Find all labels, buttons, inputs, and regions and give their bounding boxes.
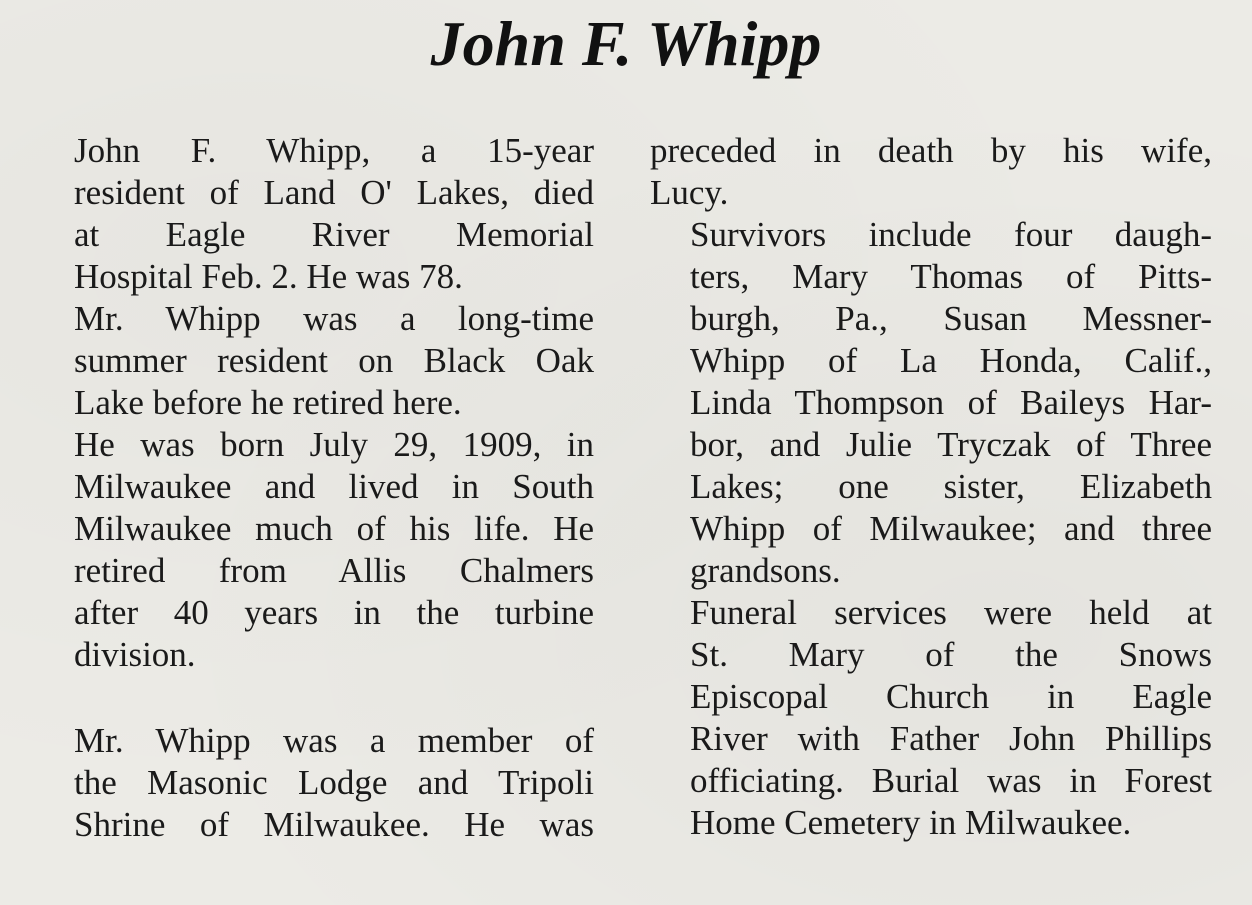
right-column [650,130,1212,844]
text-line: ters, Mary Thomas of Pitts- [690,257,1212,296]
text-line: Shrine of Milwaukee. He was [74,805,594,844]
paragraph-funeral [650,592,1212,844]
text-line: retired from Allis Chalmers [74,551,594,590]
text-line: division. [74,635,196,674]
left-column [34,130,594,846]
text-line: grandsons. [690,551,841,590]
text-line: Lakes; one sister, Elizabeth [690,467,1212,506]
text-line: St. Mary of the Snows [690,635,1212,674]
paragraph-memberships-continued [650,130,1212,214]
paragraph-memberships [34,720,594,846]
text-line: Milwaukee much of his life. He [74,509,594,548]
text-line: Hospital Feb. 2. He was 78. [74,257,463,296]
text-line: Survivors include four daugh- [690,215,1212,254]
text-line: Funeral services were held at [690,593,1212,632]
text-line: summer resident on Black Oak [74,341,594,380]
text-line: River with Father John Phillips [690,719,1212,758]
text-line: resident of Land O' Lakes, died [74,173,594,212]
text-line: Linda Thompson of Baileys Har- [690,383,1212,422]
text-line: Mr. Whipp was a member of [74,721,594,760]
paragraph-survivors [650,214,1212,592]
paragraph-residence [34,298,594,424]
text-line: Home Cemetery in Milwaukee. [690,803,1132,842]
text-line: Lake before he retired here. [74,383,462,422]
text-line: after 40 years in the turbine [74,593,594,632]
text-line: preceded in death by his wife, [650,131,1212,170]
text-line: He was born July 29, 1909, in [74,425,594,464]
text-line: Whipp of Milwaukee; and three [690,509,1212,548]
text-line: the Masonic Lodge and Tripoli [74,763,594,802]
text-line: Lucy. [650,173,729,212]
text-line: burgh, Pa., Susan Messner- [690,299,1212,338]
text-line: officiating. Burial was in Forest [690,761,1212,800]
text-line: Episcopal Church in Eagle [690,677,1212,716]
paragraph-birth-career [34,424,594,676]
obituary-headline: John F. Whipp [430,8,822,79]
text-line: at Eagle River Memorial [74,215,594,254]
paragraph-death-notice [34,130,594,298]
text-line: Milwaukee and lived in South [74,467,594,506]
text-line: bor, and Julie Tryczak of Three [690,425,1212,464]
text-line: John F. Whipp, a 15-year [74,131,594,170]
text-line: Whipp of La Honda, Calif., [690,341,1212,380]
text-line: Mr. Whipp was a long-time [74,299,594,338]
